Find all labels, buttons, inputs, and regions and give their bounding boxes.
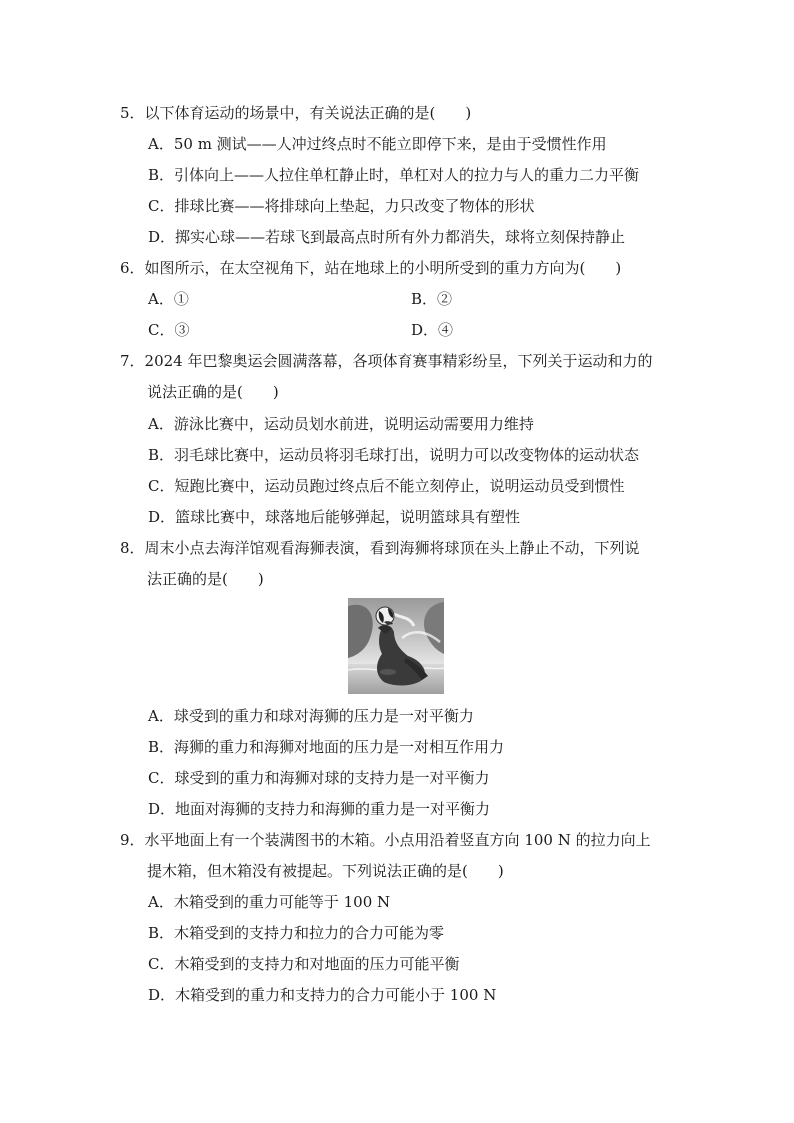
question-8-option-a: A．球受到的重力和球对海狮的压力是一对平衡力 [148,707,474,725]
question-7-stem: 7．2024 年巴黎奥运会圆满落幕，各项体育赛事精彩纷呈，下列关于运动和力的 [120,352,653,370]
question-8-option-c: C．球受到的重力和海狮对球的支持力是一对平衡力 [148,769,490,787]
question-9-stem-continued: 提木箱，但木箱没有被提起。下列说法正确的是( ) [147,862,504,880]
question-8-option-d: D．地面对海狮的支持力和海狮的重力是一对平衡力 [148,800,491,818]
question-8-stem-continued: 法正确的是( ) [147,570,264,588]
question-7-stem-continued: 说法正确的是( ) [147,383,279,401]
question-6-stem: 6．如图所示，在太空视角下，站在地球上的小明所受到的重力方向为( ) [120,259,622,277]
question-7-option-c: C．短跑比赛中，运动员跑过终点后不能立刻停止，说明运动员受到惯性 [148,477,625,495]
question-7-option-d: D．篮球比赛中，球落地后能够弹起，说明篮球具有塑性 [148,508,521,526]
question-5-stem: 5．以下体育运动的场景中，有关说法正确的是( ) [120,104,472,122]
sea-lion-photo [348,598,444,694]
question-7-option-b: B．羽毛球比赛中，运动员将羽毛球打出，说明力可以改变物体的运动状态 [148,446,640,464]
question-5-option-a: A．50 m 测试——人冲过终点时不能立即停下来，是由于受惯性作用 [148,135,607,153]
question-5-option-c: C．排球比赛——将排球向上垫起，力只改变了物体的形状 [148,197,535,215]
question-9-stem: 9．水平地面上有一个装满图书的木箱。小点用沿着竖直方向 100 N 的拉力向上 [120,831,651,849]
question-6-option-d: D．④ [411,321,454,339]
question-6-option-b: B．② [411,290,453,308]
question-9-option-c: C．木箱受到的支持力和对地面的压力可能平衡 [148,955,460,973]
question-8-option-b: B．海狮的重力和海狮对地面的压力是一对相互作用力 [148,738,505,756]
question-8-stem: 8．周末小点去海洋馆观看海狮表演，看到海狮将球顶在头上静止不动，下列说 [120,539,640,557]
question-9-option-b: B．木箱受到的支持力和拉力的合力可能为零 [148,924,445,942]
question-9-option-d: D．木箱受到的重力和支持力的合力可能小于 100 N [148,986,497,1004]
question-5-option-d: D．掷实心球——若球飞到最高点时所有外力都消失，球将立刻保持静止 [148,228,626,246]
question-6-option-c: C．③ [148,321,190,339]
question-6-option-a: A．① [148,290,189,308]
question-7-option-a: A．游泳比赛中，运动员划水前进，说明运动需要用力维持 [148,415,534,433]
question-5-option-b: B．引体向上——人拉住单杠静止时，单杠对人的拉力与人的重力二力平衡 [148,166,640,184]
question-9-option-a: A．木箱受到的重力可能等于 100 N [148,893,391,911]
